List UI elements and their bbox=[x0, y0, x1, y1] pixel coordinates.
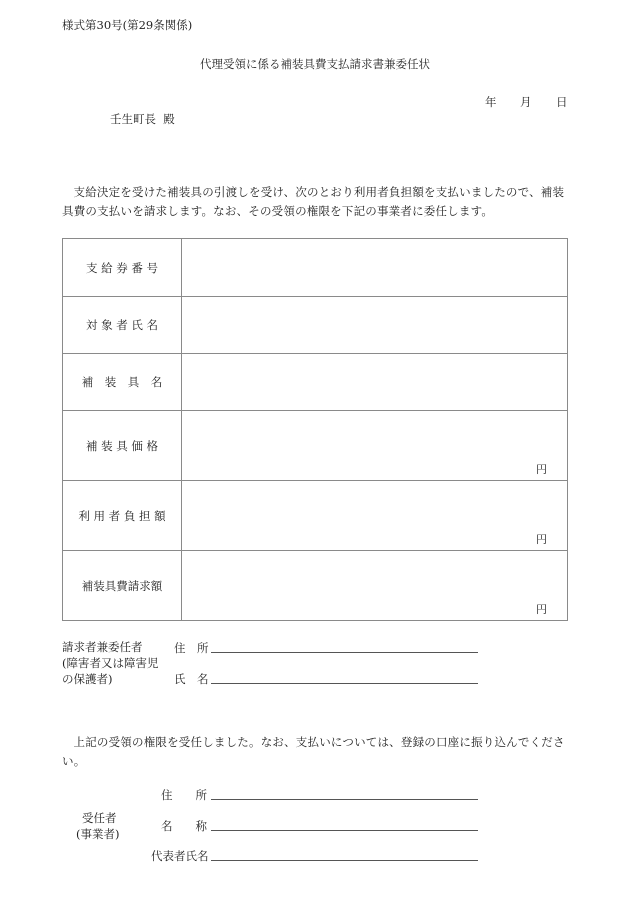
table-row bbox=[63, 481, 568, 551]
row-label: 補 装 具 価 格 bbox=[63, 411, 182, 481]
document-title: 代理受領に係る補装具費支払請求書兼委任状 bbox=[200, 57, 430, 71]
row-label: 補装具費請求額 bbox=[63, 551, 182, 621]
requester-role-line2: (障害者又は障害児 bbox=[62, 656, 159, 670]
device-price-field[interactable] bbox=[182, 411, 568, 481]
claim-table bbox=[62, 238, 568, 621]
requester-address-label: 住 所 bbox=[174, 641, 209, 655]
requester-name-label: 氏 名 bbox=[174, 672, 209, 686]
agent-representative-field[interactable] bbox=[211, 847, 478, 861]
agent-role-line1: 受任者 bbox=[82, 811, 117, 825]
form-number: 様式第30号(第29条関係) bbox=[62, 18, 193, 32]
user-copay-field[interactable] bbox=[182, 481, 568, 551]
requester-address-field[interactable] bbox=[211, 639, 478, 653]
row-label: 利 用 者 負 担 額 bbox=[63, 481, 182, 551]
yen-unit: 円 bbox=[536, 533, 547, 546]
claim-amount-field[interactable] bbox=[182, 551, 568, 621]
acceptance-paragraph: 上記の受領の権限を受任しました。なお、支払いについては、登録の口座に振り込んでください。 bbox=[62, 735, 565, 768]
intro-paragraph: 支給決定を受けた補装具の引渡しを受け、次のとおり利用者負担額を支払いましたので、補装具費の支払いを請求します。なお、その受領の権限を下記の事業者に委任します。 bbox=[62, 185, 565, 218]
agent-role-line2: (事業者) bbox=[76, 827, 120, 841]
agent-company-field[interactable] bbox=[211, 817, 478, 831]
row-label: 支 給 券 番 号 bbox=[63, 239, 182, 297]
device-name-field[interactable] bbox=[182, 354, 568, 411]
agent-address-field[interactable] bbox=[211, 786, 478, 800]
row-label: 補 装 具 名 bbox=[63, 354, 182, 411]
table-row bbox=[63, 411, 568, 481]
yen-unit: 円 bbox=[536, 603, 547, 616]
date-day-label: 日 bbox=[556, 95, 568, 109]
requester-name-field[interactable] bbox=[211, 670, 478, 684]
table-row bbox=[63, 239, 568, 297]
table-row bbox=[63, 297, 568, 354]
row-label: 対 象 者 氏 名 bbox=[63, 297, 182, 354]
recipient-name-field[interactable] bbox=[182, 297, 568, 354]
agent-representative-label: 代表者氏名 bbox=[151, 849, 209, 863]
date-year-label: 年 bbox=[485, 95, 497, 109]
date-month-label: 月 bbox=[520, 95, 532, 109]
table-row bbox=[63, 551, 568, 621]
addressee: 壬生町長 殿 bbox=[110, 112, 175, 126]
requester-role-line1: 請求者兼委任者 bbox=[62, 640, 143, 654]
agent-company-label: 名 称 bbox=[161, 819, 207, 833]
yen-unit: 円 bbox=[536, 463, 547, 476]
voucher-number-field[interactable] bbox=[182, 239, 568, 297]
requester-role-line3: の保護者) bbox=[62, 672, 113, 686]
table-row bbox=[63, 354, 568, 411]
agent-address-label: 住 所 bbox=[161, 788, 207, 802]
